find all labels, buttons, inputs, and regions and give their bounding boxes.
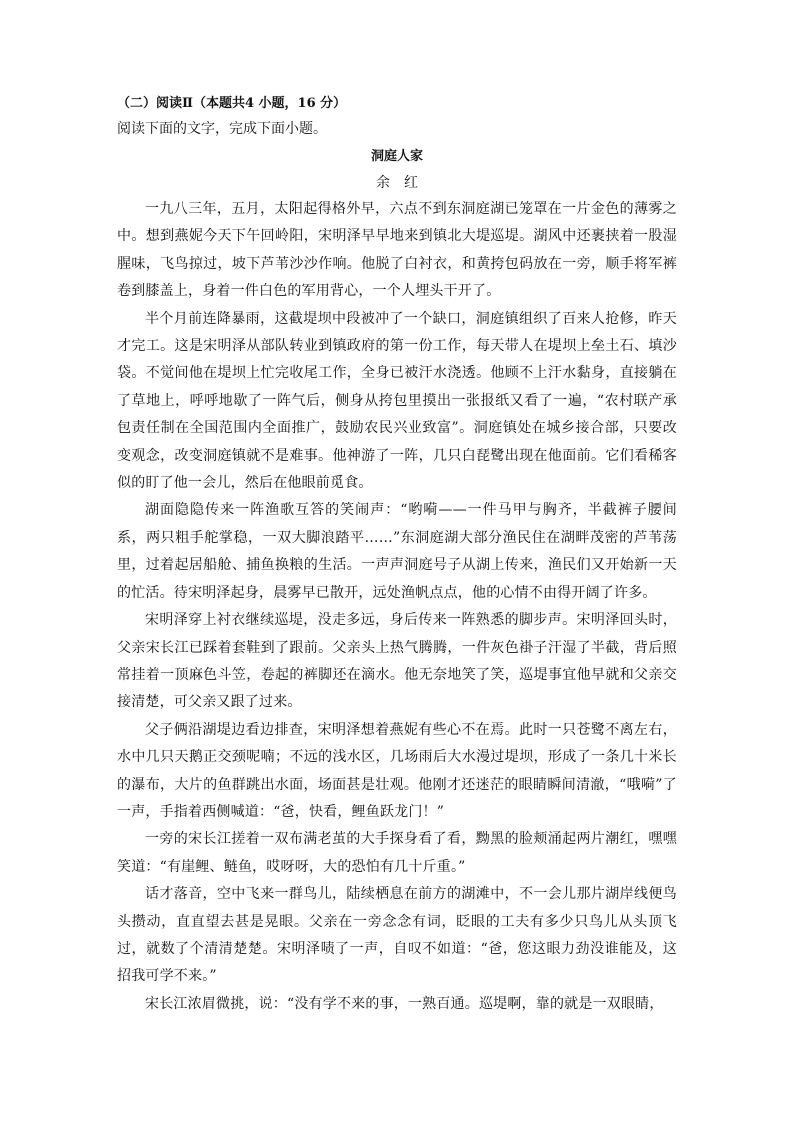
paragraph-7: 话才落音，空中飞来一群鸟儿，陆续栖息在前方的湖滩中，不一会儿那片湖岸线便鸟头攒动，直直望去甚是晃眼。父亲在一旁念念有词，眨眼的工夫有多少只鸟儿从头顶飞过，就数了个清清楚楚。宋明泽啧了一声，自叹不如道：“爸，您这眼力劲没谁能及，这招我可学不来。”	[117, 886, 677, 985]
reading-instruction: 阅读下面的文字，完成下面小题。	[117, 121, 327, 137]
paragraph-6: 一旁的宋长江搓着一双布满老茧的大手探身看了看，黝黑的脸颊涌起两片潮红，嘿嘿笑道：“有崖鲤、鲢鱼，哎呀呀，大的恐怕有几十斤重。”	[117, 831, 677, 875]
paragraph-1: 一九八三年，五月，太阳起得格外早，六点不到东洞庭湖已笼罩在一片金色的薄雾之中。想到燕妮今天下午回岭阳，宋明泽早早地来到镇北大堤巡堤。湖风中还裹挟着一股湿腥味，飞鸟掠过，坡下芦苇沙沙作响。他脱了白衬衣，和黄挎包码放在一旁，顺手将军裤卷到膝盖上，身着一件白色的军用背心，一个人埋头干开了。	[117, 201, 677, 300]
paragraph-8: 宋长江浓眉微挑，说：“没有学不来的事，一熟百通。巡堤啊，靠的就是一双眼睛，	[145, 995, 664, 1012]
paragraph-3: 湖面隐隐传来一阵渔歌互答的笑闹声：“哟嗬——一件马甲与胸齐，半截裤子腰间系，两只粗手舵掌稳，一双大脚浪踏平……”东洞庭湖大部分渔民住在湖畔茂密的芦苇荡里，过着起居船舱、捕鱼换粮的生活。一声声洞庭号子从湖上传来，渔民们又开始新一天的忙活。待宋明泽起身，晨雾早已散开，远处渔帆点点，他的心情不由得开阔了许多。	[117, 502, 677, 601]
paragraph-5: 父子俩沿湖堤边看边排查，宋明泽想着燕妮有些心不在焉。此时一只苍鹭不离左右，水中几只天鹅正交颈呢喃；不远的浅水区，几场雨后大水漫过堤坝，形成了一条几十米长的瀑布，大片的鱼群跳出水面，场面甚是壮观。他刚才还迷茫的眼睛瞬间清澈，“哦嗬”了一声，手指着西侧喊道：“爸，快看，鲤鱼跃龙门！”	[117, 721, 677, 820]
paragraph-2: 半个月前连降暴雨，这截堤坝中段被冲了一个缺口，洞庭镇组织了百来人抢修，昨天才完工。这是宋明泽从部队转业到镇政府的第一份工作，每天带人在堤坝上垒土石、填沙袋。不觉间他在堤坝上忙完收尾工作，全身已被汗水浇透。他顾不上汗水黏身，直接躺在了草地上，呼呼地歇了一阵气后，侧身从挎包里摸出一张报纸又看了一遍，“农村联产承包责任制在全国范围内全面推广，鼓励农民兴业致富”。洞庭镇处在城乡接合部，只要改变观念，改变洞庭镇就不是难事。他神游了一阵，几只白琵鹭出现在他面前。它们看稀客似的盯了他一会儿，然后在他眼前觅食。	[117, 310, 677, 492]
article-title: 洞庭人家	[370, 149, 423, 164]
article-author: 余红	[376, 175, 432, 191]
paragraph-4: 宋明泽穿上衬衣继续巡堤，没走多远，身后传来一阵熟悉的脚步声。宋明泽回头时，父亲宋长江已踩着套鞋到了跟前。父亲头上热气腾腾，一件灰色褂子汗湿了半截，背后照常挂着一顶麻色斗笠，卷起的裤脚还在滴水。他无奈地笑了笑，巡堤事宜他早就和父亲交接清楚，可父亲又跟了过来。	[117, 612, 677, 711]
section-header: （二）阅读Ⅱ（本题共4 小题，16 分）	[117, 96, 347, 111]
document-content	[117, 92, 677, 1018]
